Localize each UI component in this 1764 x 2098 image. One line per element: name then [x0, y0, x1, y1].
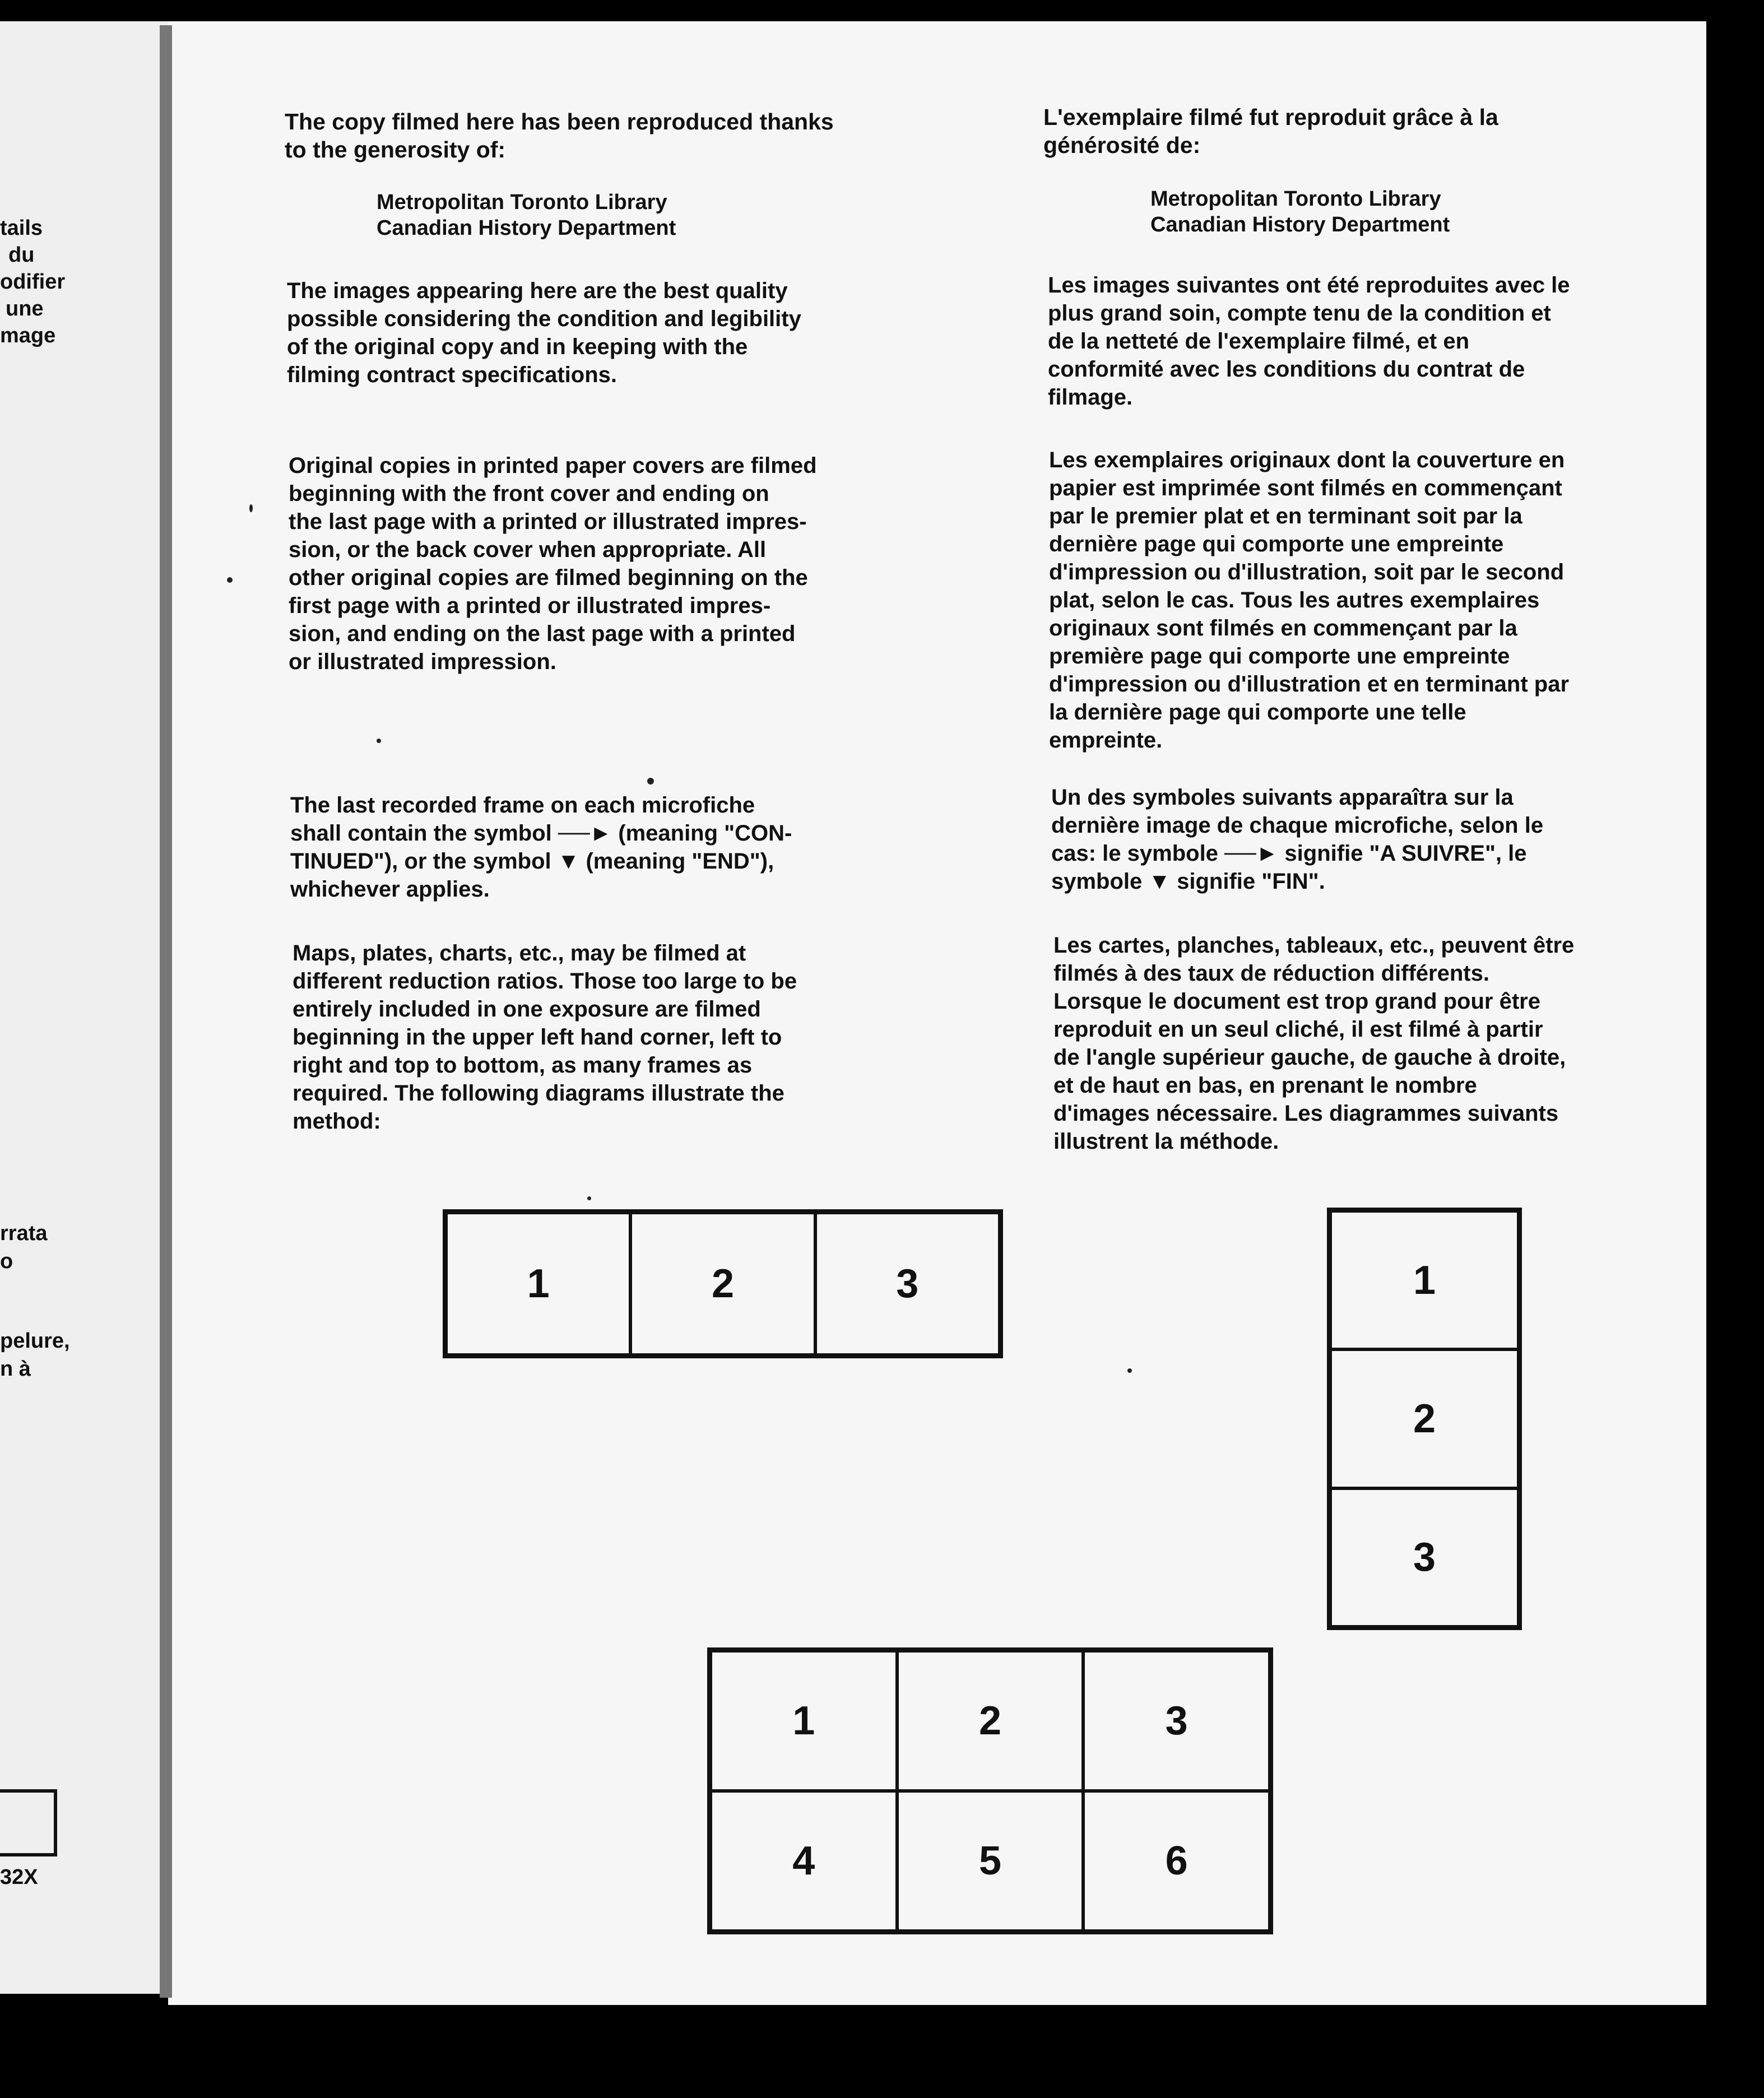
- margin-fragment: odifier: [0, 270, 66, 294]
- frame-cell: 3: [1083, 1651, 1270, 1791]
- frame-cell: 3: [815, 1213, 1000, 1355]
- margin-fragment: du: [8, 243, 35, 267]
- margin-fragment: n à: [0, 1357, 31, 1381]
- english-maps-paragraph: Maps, plates, charts, etc., may be filmed at different reduction ratios. Those too large to be entirely included in one exposure are filmed beginning in the upper left hand corner, left to right and top to bottom, as many frames as required. The following diagrams illustrate the method:: [293, 941, 797, 1134]
- english-quality-paragraph: The images appearing here are the best quality possible considering the condition and legibility of the original copy and in keeping with the filming contract specifications.: [287, 279, 801, 387]
- english-originals-paragraph: Original copies in printed paper covers are filmed beginning with the front cover and ending on the last page with a printed or illustrated impres- sion, or the back cover when appropriate. All other original copies are filmed beginning on the first page with a printed or illustrated impres- sion, and ending on the last page with a printed or illustrated impression.: [289, 453, 817, 674]
- dust-speck: [377, 739, 381, 743]
- dust-speck: [1127, 1368, 1132, 1373]
- frame-cell: 5: [897, 1791, 1084, 1931]
- french-credit: Metropolitan Toronto Library Canadian History Department: [1150, 187, 1450, 236]
- margin-fragment: mage: [0, 324, 56, 347]
- french-intro: L'exemplaire filmé fut reproduit grâce à la générosité de:: [1043, 104, 1498, 158]
- margin-fragment: pelure,: [0, 1329, 70, 1353]
- horizontal-frame-diagram: [443, 1209, 1003, 1358]
- french-maps-paragraph: Les cartes, planches, tableaux, etc., peuvent être filmés à des taux de réduction différents. Lorsque le document est trop grand pour être reproduit en un seul cliché, il est filmé à partir de l'angle supérieur gauche, de gauche à droite, et de haut en bas, en prenant le nombre d'images nécessaire. Les diagrammes suivants illustrent la méthode.: [1053, 933, 1575, 1154]
- frame-cell: 2: [630, 1213, 815, 1355]
- dust-speck: [647, 778, 654, 785]
- english-credit: Metropolitan Toronto Library Canadian History Department: [377, 191, 676, 240]
- dust-speck: [587, 1196, 591, 1200]
- english-intro: The copy filmed here has been reproduced thanks to the generosity of:: [285, 109, 834, 163]
- reduction-target-box: [0, 1789, 57, 1856]
- margin-fragment: rrata: [0, 1222, 48, 1245]
- frame-cell: 3: [1330, 1488, 1519, 1627]
- english-symbols-paragraph: The last recorded frame on each microfiche shall contain the symbol ──► (meaning "CON- TINUED"), or the symbol ▼ (meaning "END"), whichever applies.: [290, 793, 792, 902]
- frame-cell: 6: [1083, 1791, 1270, 1931]
- page-fold-edge: [160, 25, 172, 1998]
- frame-cell: 4: [711, 1791, 897, 1931]
- frame-cell: 1: [1330, 1211, 1519, 1349]
- reduction-ratio-label: 32X: [0, 1865, 38, 1889]
- margin-fragment: o: [0, 1250, 13, 1273]
- vertical-frame-diagram: [1327, 1208, 1522, 1630]
- grid-frame-diagram: [707, 1647, 1273, 1934]
- french-symbols-paragraph: Un des symboles suivants apparaîtra sur la dernière image de chaque microfiche, selon le cas: le symbole ──► signifie "A SUIVRE", le symbole ▼ signifie "FIN".: [1051, 785, 1544, 894]
- frame-cell: 1: [711, 1651, 897, 1791]
- dust-speck: [249, 504, 253, 512]
- french-quality-paragraph: Les images suivantes ont été reproduites avec le plus grand soin, compte tenu de la condition et de la netteté de l'exemplaire filmé, et en conformité avec les conditions du contrat de filmage.: [1048, 273, 1570, 410]
- frame-cell: 1: [446, 1213, 630, 1355]
- margin-fragment: une: [6, 297, 44, 321]
- margin-fragment: tails: [0, 216, 43, 240]
- frame-cell: 2: [1330, 1349, 1519, 1488]
- dust-speck: [227, 577, 233, 583]
- french-originals-paragraph: Les exemplaires originaux dont la couverture en papier est imprimée sont filmés en commençant par le premier plat et en terminant soit par la dernière page qui comporte une empreinte d'impression ou d'illustration, soit par le second plat, selon le cas. Tous les autres exemplaires originaux sont filmés en commençant par la première page qui comporte une empreinte d'impression ou d'illustration et en terminant par la dernière page qui comporte une telle empreinte.: [1049, 448, 1570, 753]
- frame-cell: 2: [897, 1651, 1084, 1791]
